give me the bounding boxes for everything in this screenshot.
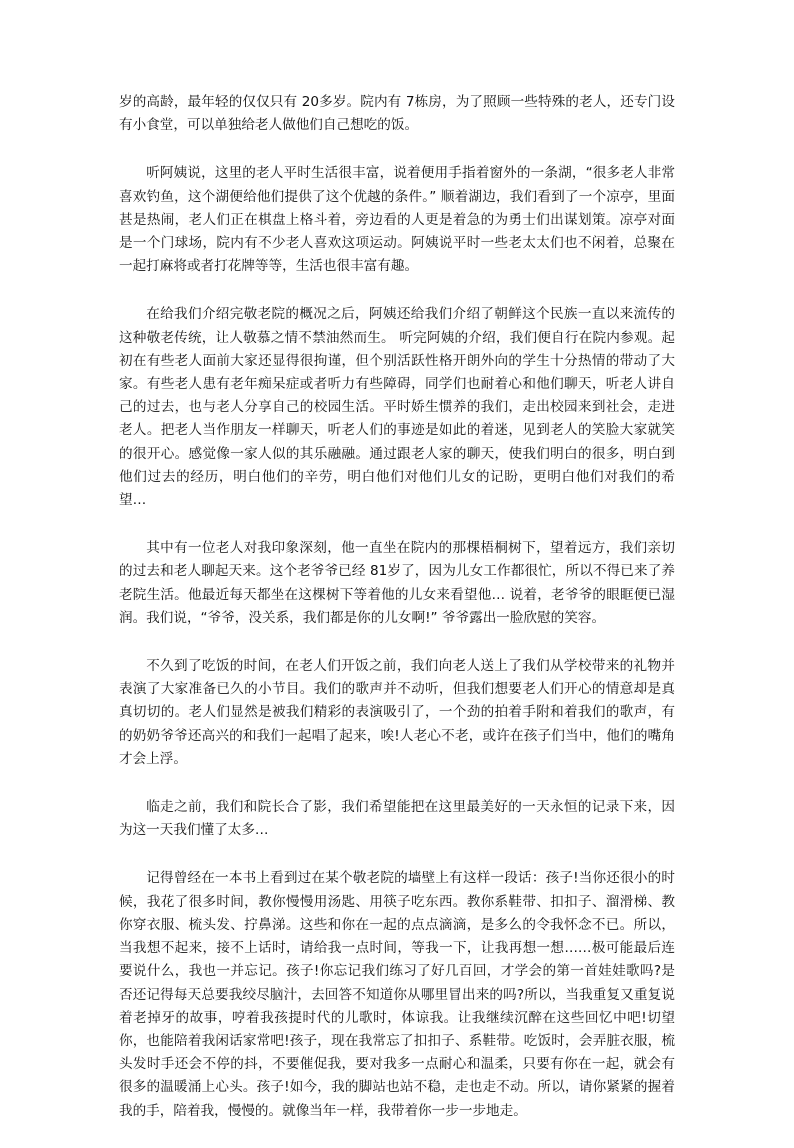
paragraph-4: 其中有一位老人对我印象深刻，他一直坐在院内的那棵梧桐树下，望着远方，我们亲切的过去和老人聊起天来。这个老爷爷已经 81岁了，因为儿女工作都很忙，所以不得已来了养老院生活。他最近每天都坐在这棵树下等着他的儿女来看望他… 说着，老爷爷的眼眶便已湿润。我们说，“爷爷，没关系，我们都是你的儿女啊!” 爷爷露出一脸欣慰的笑容。 bbox=[119, 540, 675, 626]
paragraph-2: 听阿姨说，这里的老人平时生活很丰富，说着便用手指着窗外的一条湖，“很多老人非常喜欢钓鱼，这个湖便给他们提供了这个优越的条件。” 顺着湖边，我们看到了一个凉亭，里面甚是热闹，老人们正在棋盘上格斗着，旁边看的人更是着急的为勇士们出谋划策。凉亭对面是一个门球场，院内有不少老人喜欢这项运动。阿姨说平时一些老太太们也不闲着，总聚在一起打麻将或者打花牌等等，生活也很丰富有趣。 bbox=[119, 165, 675, 275]
document-page bbox=[119, 91, 675, 1148]
paragraph-7: 记得曾经在一本书上看到过在某个敬老院的墙壁上有这样一段话：孩子!当你还很小的时候，我花了很多时间，教你慢慢用汤匙、用筷子吃东西。教你系鞋带、扣扣子、溜滑梯、教你穿衣服、梳头发、拧鼻涕。这些和你在一起的点点滴滴，是多么的令我怀念不已。所以，当我想不起来，接不上话时，请给我一点时间，等我一下，让我再想一想……极可能最后连要说什么，我也一并忘记。孩子!你忘记我们练习了好几百回，才学会的第一首娃娃歌吗?是否还记得每天总要我绞尽脑汁，去回答不知道你从哪里冒出来的吗?所以，当我重复又重复说着老掉牙的故事，哼着我孩提时代的儿歌时，体谅我。让我继续沉醉在这些回忆中吧!切望你，也能陪着我闲话家常吧!孩子，现在我常忘了扣扣子、系鞋带。吃饭时，会弄脏衣服，梳头发时手还会不停的抖，不要催促我，要对我多一点耐心和温柔，只要有你在一起，就会有很多的温暖涌上心头。孩子!如今，我的脚站也站不稳，走也走不动。所以，请你紧紧的握着我的手，陪着我，慢慢的。就像当年一样，我带着你一步一步地走。 bbox=[119, 870, 675, 1119]
paragraph-1: 岁的高龄，最年轻的仅仅只有 20多岁。院内有 7栋房，为了照顾一些特殊的老人，还专门设有小食堂，可以单独给老人做他们自己想吃的饭。 bbox=[119, 94, 675, 134]
paragraph-5: 不久到了吃饭的时间，在老人们开饭之前，我们向老人送上了我们从学校带来的礼物并表演了大家准备已久的小节目。我们的歌声并不动听，但我们想要老人们开心的情意却是真真切切的。老人们显然是被我们精彩的表演吸引了，一个劲的拍着手附和着我们的歌声，有的奶奶爷爷还高兴的和我们一起唱了起来，唉!人老心不老，或许在孩子们当中，他们的嘴角才会上浮。 bbox=[119, 658, 675, 767]
paragraph-3: 在给我们介绍完敬老院的概况之后，阿姨还给我们介绍了朝鲜这个民族一直以来流传的这种敬老传统，让人敬慕之情不禁油然而生。 听完阿姨的介绍，我们便自行在院内参观。起初在有些老人面前大家还显得很拘谨，但个别活跃性格开朗外向的学生十分热情的带动了大家。有些老人患有老年痴呆症或者听力有些障碍，同学们也耐着心和他们聊天，听老人讲自己的过去，也与老人分享自己的校园生活。平时娇生惯养的我们，走出校园来到社会，走进老人。把老人当作朋友一样聊天，听老人们的事迹是如此的着迷，见到老人的笑脸大家就笑的很开心。感觉像一家人似的其乐融融。通过跟老人家的聊天，使我们明白的很多，明白到他们过去的经历，明白他们的辛劳，明白他们对他们儿女的记盼，更明白他们对我们的希望… bbox=[119, 306, 675, 509]
paragraph-6: 临走之前，我们和院长合了影，我们希望能把在这里最美好的一天永恒的记录下来，因为这一天我们懂了太多… bbox=[119, 799, 675, 839]
